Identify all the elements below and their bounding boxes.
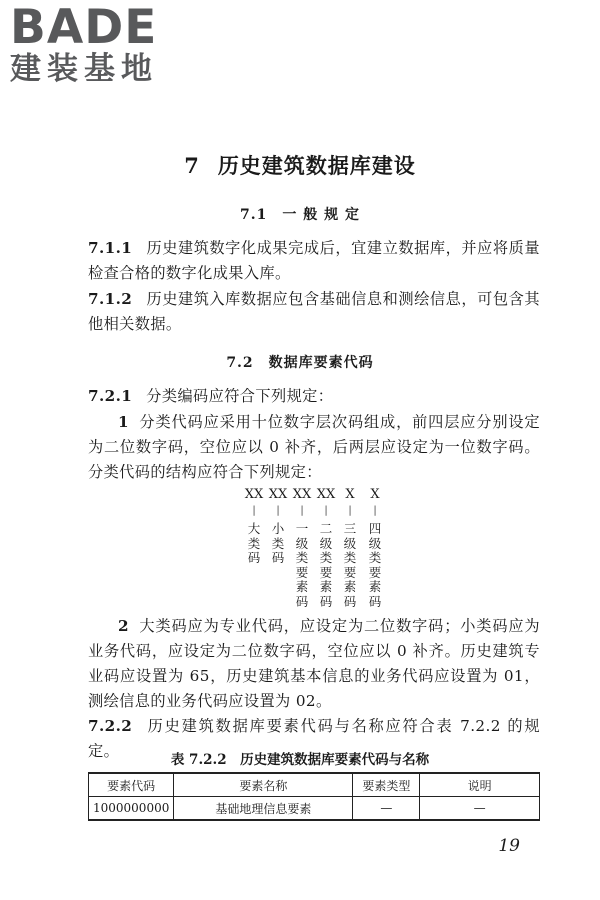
table-header-cell: 要素代码 xyxy=(89,773,174,797)
code-label-level3: 三级类要素码 xyxy=(343,521,357,609)
code-segment: XX xyxy=(244,487,264,502)
code-label-level4: 四级类要素码 xyxy=(368,521,382,609)
code-segment: XX xyxy=(316,487,336,502)
item-text: 大类码应为专业代码，应设定为二位数字码；小类码应为业务代码，应设定为二位数字码，空位应以 0 补齐。历史建筑专业码应设置为 65，历史建筑基本信息的业务代码应设置为 01，测绘信息的业务代码应设置为 02。 xyxy=(88,617,540,710)
item-1 xyxy=(88,410,540,485)
table-caption: 表 7.2.2 历史建筑数据库要素代码与名称 xyxy=(170,752,430,768)
code-segment: X xyxy=(370,487,380,502)
chapter-number: 7 xyxy=(184,153,200,178)
code-segment: X xyxy=(345,487,355,502)
element-code-table xyxy=(88,772,540,821)
code-label-major: 大类码 xyxy=(247,521,261,565)
item-text: 分类代码应采用十位数字层次码组成，前四层应分别设定为二位数字码，空位应以 0 补齐，后两层应设定为一位数字码。分类代码的结构应符合下列规定： xyxy=(88,413,540,481)
connector: | xyxy=(324,505,328,516)
page-number: 19 xyxy=(498,836,520,856)
table-cell: 1000000000 xyxy=(89,797,174,821)
code-label-level1: 一级类要素码 xyxy=(295,521,309,609)
table-row xyxy=(89,797,540,821)
logo-wordmark: BADE xyxy=(10,0,158,55)
clause-number: 7.2.1 xyxy=(88,387,133,405)
section-heading-7-2 xyxy=(0,352,600,372)
table-header-cell: 说明 xyxy=(420,773,540,797)
connector: | xyxy=(276,505,280,516)
section-title: 数据库要素代码 xyxy=(268,355,374,371)
clause-7-2-1 xyxy=(88,384,540,409)
table-header-cell: 要素名称 xyxy=(174,773,353,797)
bade-logo xyxy=(10,0,180,87)
connector: | xyxy=(252,505,256,516)
code-label-level2: 二级类要素码 xyxy=(319,521,333,609)
clause-number: 7.1.1 xyxy=(88,239,133,257)
item-number: 1 xyxy=(118,413,129,431)
section-heading-7-1 xyxy=(0,204,600,224)
clause-number: 7.1.2 xyxy=(88,290,133,308)
code-structure-codes xyxy=(0,487,600,507)
table-cell: 基础地理信息要素 xyxy=(174,797,353,821)
clause-text: 历史建筑入库数据应包含基础信息和测绘信息，可包含其他相关数据。 xyxy=(88,290,540,333)
clause-7-1-2 xyxy=(88,287,540,337)
section-number: 7.1 xyxy=(240,207,268,223)
table-header-row xyxy=(89,773,540,797)
connector: | xyxy=(373,505,377,516)
table-cell: — xyxy=(353,797,420,821)
table-header-cell: 要素类型 xyxy=(353,773,420,797)
connector: | xyxy=(300,505,304,516)
clause-text: 分类编码应符合下列规定： xyxy=(146,387,334,405)
clause-number: 7.2.2 xyxy=(88,717,133,735)
chapter-title-text: 历史建筑数据库建设 xyxy=(217,153,416,178)
clause-text: 历史建筑数字化成果完成后，宜建立数据库，并应将质量检查合格的数字化成果入库。 xyxy=(88,239,540,282)
item-number: 2 xyxy=(118,617,129,635)
code-structure-connectors xyxy=(0,505,600,521)
chapter-title xyxy=(0,150,600,180)
item-2 xyxy=(88,614,540,714)
connector: | xyxy=(348,505,352,516)
code-segment: XX xyxy=(292,487,312,502)
logo-subtitle: 建装基地 xyxy=(10,51,158,87)
section-title: 一 般 规 定 xyxy=(282,207,360,223)
code-label-minor: 小类码 xyxy=(271,521,285,565)
code-segment: XX xyxy=(268,487,288,502)
section-number: 7.2 xyxy=(226,355,254,371)
clause-text: 历史建筑数据库要素代码与名称应符合表 7.2.2 的规定。 xyxy=(88,717,540,760)
clause-7-1-1 xyxy=(88,236,540,286)
table-cell: — xyxy=(420,797,540,821)
